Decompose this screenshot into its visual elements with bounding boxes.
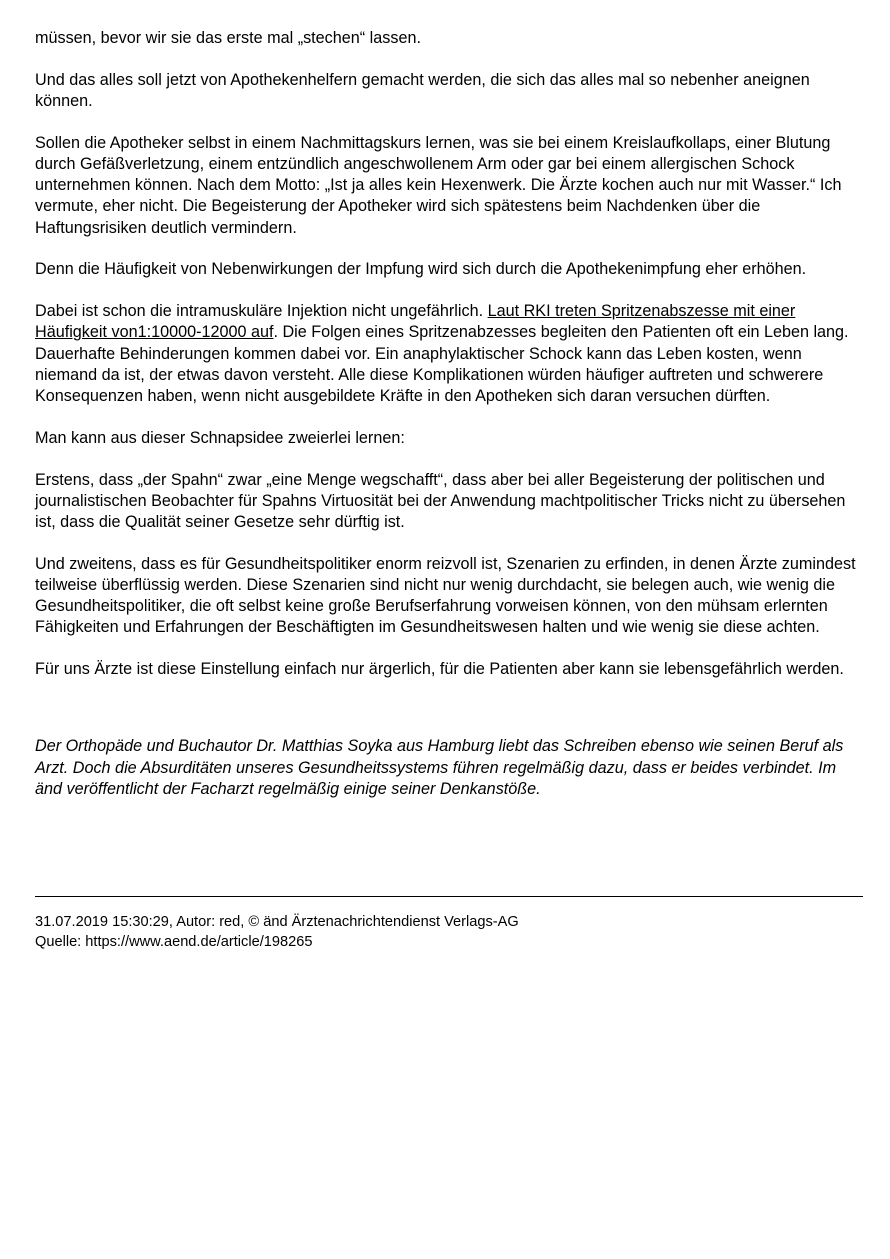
footer-meta: 31.07.2019 15:30:29, Autor: red, © änd Ärztenachrichtendienst Verlags-AG <box>35 914 519 930</box>
paragraph-4: Denn die Häufigkeit von Nebenwirkungen der Impfung wird sich durch die Apothekenimpfung eher erhöhen. <box>35 260 807 279</box>
paragraph-3: Sollen die Apotheker selbst in einem Nachmittagskurs lernen, was sie bei einem Kreislaufkollaps, einer Blutung durch Gefäßverletzung, einem entzündlich angeschwollenem Arm oder gar bei einem allergischen Schock unternehmen können. Nach dem Motto: „Ist ja alles kein Hexenwerk. Die Ärzte kochen auch nur mit Wasser.“ Ich vermute, eher nicht. Die Begeisterung der Apotheker wird sich spätestens beim Nachdenken über die Haftungsrisiken deutlich vermindern. <box>35 133 842 237</box>
paragraph-5 <box>35 301 865 407</box>
paragraph-5-rest: . Die Folgen eines Spritzenabzesses begleiten den Patienten oft ein Leben lang. Dauerhafte Behinderungen kommen dabei vor. Ein anaphylaktischer Schock kann das Leben kosten, wenn niemand da ist, der etwas davon versteht. Alle diese Komplikationen würden häufiger auftreten und schwerere Konsequenzen haben, wenn nicht ausgebildete Kräfte in den Apotheken sich daran versuchen dürften. <box>35 323 849 406</box>
paragraph-6: Man kann aus dieser Schnapsidee zweierlei lernen: <box>35 428 405 447</box>
page-footer <box>35 912 519 952</box>
paragraph-2: Und das alles soll jetzt von Apothekenhelfern gemacht werden, die sich das alles mal so nebenher aneignen können. <box>35 70 810 110</box>
paragraph-7: Erstens, dass „der Spahn“ zwar „eine Menge wegschafft“, dass aber bei aller Begeisterung der politischen und journalistischen Beobachter für Spahns Virtuosität bei der Anwendung machtpolitischer Tricks nicht zu übersehen ist, dass die Qualität seiner Gesetze sehr dürftig ist. <box>35 470 846 532</box>
paragraph-5-intro: Dabei ist schon die intramuskuläre Injektion nicht ungefährlich. <box>35 302 488 321</box>
article-body <box>35 28 865 800</box>
paragraph-8: Und zweitens, dass es für Gesundheitspolitiker enorm reizvoll ist, Szenarien zu erfinden, in denen Ärzte zumindest teilweise überflüssig werden. Diese Szenarien sind nicht nur wenig durchdacht, sie belegen auch, wie wenig die Gesundheitspolitiker, die oft selbst keine große Berufserfahrung vorweisen können, von den mühsam erlernten Fähigkeiten und Erfahrungen der Beschäftigten im Gesundheitswesen halten und wie wenig sie diese achten. <box>35 554 856 637</box>
footer-divider <box>35 896 863 897</box>
paragraph-1: müssen, bevor wir sie das erste mal „stechen“ lassen. <box>35 29 421 47</box>
author-bio: Der Orthopäde und Buchautor Dr. Matthias Soyka aus Hamburg liebt das Schreiben ebenso wie seinen Beruf als Arzt. Doch die Absurditäten unseres Gesundheitssystems führen regelmäßig dazu, dass er beides verbindet. Im änd veröffentlicht der Facharzt regelmäßig einige seiner Denkanstöße. <box>35 737 844 798</box>
footer-source: Quelle: https://www.aend.de/article/198265 <box>35 934 313 950</box>
paragraph-9: Für uns Ärzte ist diese Einstellung einfach nur ärgerlich, für die Patienten aber kann sie lebensgefährlich werden. <box>35 660 844 679</box>
rki-source-link[interactable]: Laut RKI treten Spritzenabszesse mit einer Häufigkeit von1:10000-12000 auf <box>35 302 796 342</box>
